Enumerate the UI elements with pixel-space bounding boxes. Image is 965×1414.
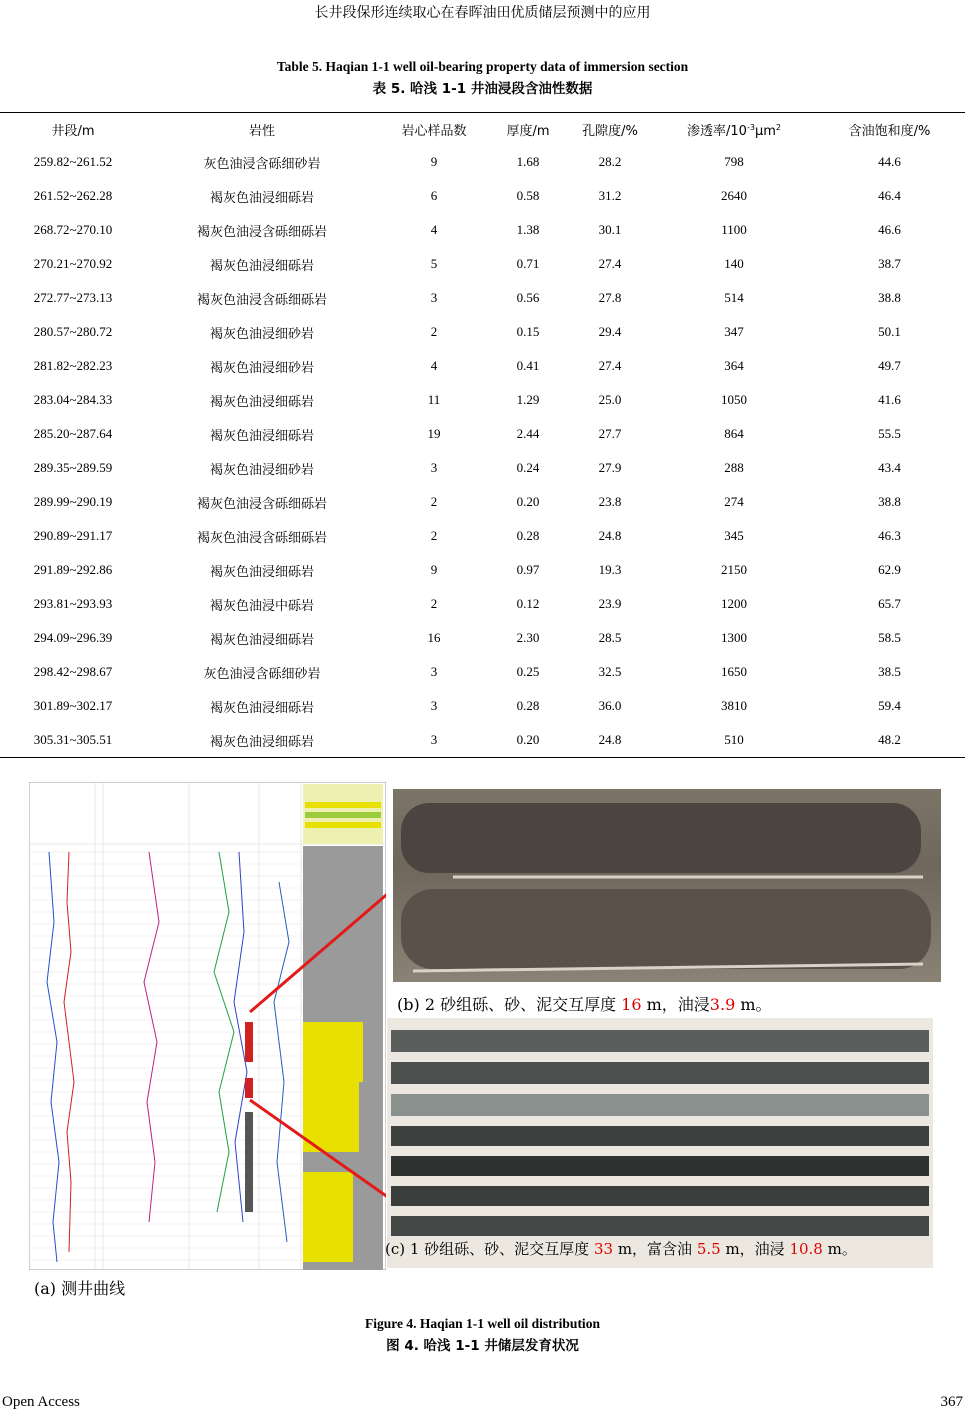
header-lithology: 岩性: [248, 123, 275, 139]
caption-b: (b) 2 砂组砾、砂、泥交互厚度 16 m，油浸3.9 m。: [397, 995, 772, 1014]
cell-oil-saturation: 46.6: [878, 222, 901, 237]
cell-thickness: 1.68: [516, 154, 540, 169]
cell-sample-count: 5: [430, 256, 438, 271]
cell-interval: 289.35~289.59: [33, 460, 113, 475]
cell-permeability: 864: [724, 426, 744, 441]
table-header-row: [0, 113, 965, 145]
cell-lithology: 褐灰色油浸含砾细砾岩: [196, 496, 327, 512]
cell-permeability: 3810: [721, 698, 747, 713]
cell-interval: 268.72~270.10: [33, 222, 113, 237]
cell-thickness: 0.28: [516, 528, 540, 543]
header-thickness: 厚度/m: [506, 123, 550, 139]
table-row: [0, 587, 965, 621]
cell-interval: 270.21~270.92: [33, 256, 113, 271]
figure-4: [25, 778, 943, 1298]
cell-oil-saturation: 46.4: [878, 188, 901, 203]
table-row: [0, 553, 965, 587]
cell-oil-saturation: 62.9: [878, 562, 901, 577]
table-row: [0, 349, 965, 383]
cell-sample-count: 3: [430, 664, 438, 679]
table-row: [0, 723, 965, 757]
cell-sample-count: 4: [430, 358, 438, 373]
cell-interval: 294.09~296.39: [33, 630, 113, 645]
table-row: [0, 451, 965, 485]
cell-permeability: 798: [724, 154, 744, 169]
cell-oil-saturation: 38.5: [878, 664, 901, 679]
table-row: [0, 213, 965, 247]
table-row: [0, 383, 965, 417]
cell-interval: 281.82~282.23: [33, 358, 113, 373]
cell-porosity: 27.4: [598, 256, 622, 271]
cell-thickness: 2.44: [516, 426, 540, 441]
header-oil-saturation: 含油饱和度/%: [848, 123, 931, 139]
table-caption-zh: 表 5. 哈浅 1-1 井油浸段含油性数据: [372, 81, 593, 97]
cell-thickness: 0.58: [516, 188, 540, 203]
cell-lithology: 褐灰色油浸含砾细砾岩: [196, 530, 327, 546]
cell-porosity: 23.8: [598, 494, 622, 509]
cell-lithology: 褐灰色油浸中砾岩: [209, 598, 314, 614]
cell-thickness: 0.56: [516, 290, 540, 305]
cell-permeability: 2150: [721, 562, 747, 577]
core-photo-c: [387, 1018, 933, 1268]
cell-oil-saturation: 41.6: [878, 392, 901, 407]
cell-sample-count: 9: [430, 154, 438, 169]
cell-sample-count: 3: [430, 732, 438, 747]
cell-permeability: 274: [724, 494, 744, 509]
cell-permeability: 140: [724, 256, 744, 271]
cell-thickness: 1.29: [516, 392, 540, 407]
cell-oil-saturation: 55.5: [878, 426, 901, 441]
cell-sample-count: 3: [430, 698, 438, 713]
caption-a: (a) 测井曲线: [34, 1279, 126, 1298]
cell-oil-saturation: 44.6: [878, 154, 901, 169]
table-row: [0, 247, 965, 281]
cell-lithology: 灰色油浸含砾细砂岩: [203, 666, 321, 682]
cell-lithology: 褐灰色油浸细砾岩: [209, 564, 314, 580]
cell-thickness: 0.97: [516, 562, 540, 577]
cell-permeability: 1300: [721, 630, 747, 645]
caption-c: (c) 1 砂组砾、砂、泥交互厚度 33 m，富含油 5.5 m，油浸 10.8 m。: [385, 1240, 857, 1258]
well-log-panel: [29, 782, 386, 1270]
cell-porosity: 27.7: [598, 426, 622, 441]
header-porosity: 孔隙度/%: [582, 123, 638, 139]
table-row: [0, 145, 965, 179]
cell-porosity: 23.9: [598, 596, 622, 611]
table-bottom-rule: [0, 757, 965, 758]
cell-sample-count: 9: [430, 562, 438, 577]
cell-interval: 283.04~284.33: [33, 392, 113, 407]
cell-sample-count: 16: [427, 630, 441, 645]
cell-thickness: 2.30: [516, 630, 540, 645]
cell-interval: 290.89~291.17: [33, 528, 113, 543]
cell-porosity: 24.8: [598, 732, 622, 747]
cell-interval: 291.89~292.86: [33, 562, 113, 577]
page-number: 367: [940, 1394, 963, 1410]
cell-porosity: 32.5: [598, 664, 622, 679]
cell-sample-count: 2: [430, 596, 438, 611]
table-row: [0, 417, 965, 451]
cell-lithology: 褐灰色油浸细砾岩: [209, 700, 314, 716]
cell-thickness: 1.38: [516, 222, 540, 237]
cell-porosity: 29.4: [598, 324, 622, 339]
cell-lithology: 褐灰色油浸细砾岩: [209, 190, 314, 206]
cell-thickness: 0.28: [516, 698, 540, 713]
cell-oil-saturation: 65.7: [878, 596, 901, 611]
figure-caption-en: Figure 4. Haqian 1-1 well oil distribution: [365, 1316, 600, 1331]
cell-sample-count: 3: [430, 290, 438, 305]
header-interval: 井段/m: [51, 123, 95, 139]
cell-thickness: 0.25: [516, 664, 540, 679]
footer-open-access: Open Access: [2, 1394, 80, 1410]
cell-sample-count: 2: [430, 324, 438, 339]
cell-interval: 305.31~305.51: [33, 732, 113, 747]
cell-thickness: 0.20: [516, 494, 540, 509]
header-permeability: 渗透率$/10^{-3}\mu m^2$: [687, 122, 781, 139]
cell-interval: 301.89~302.17: [33, 698, 113, 713]
table-row: [0, 655, 965, 689]
cell-oil-saturation: 48.2: [878, 732, 901, 747]
cell-porosity: 28.5: [598, 630, 622, 645]
cell-thickness: 0.12: [516, 596, 540, 611]
cell-sample-count: 3: [430, 460, 438, 475]
cell-interval: 285.20~287.64: [33, 426, 113, 441]
cell-sample-count: 19: [427, 426, 441, 441]
cell-interval: 259.82~261.52: [33, 154, 113, 169]
cell-permeability: 345: [724, 528, 744, 543]
header-sample-count: 岩心样品数: [401, 123, 467, 139]
cell-thickness: 0.15: [516, 324, 540, 339]
cell-interval: 272.77~273.13: [33, 290, 113, 305]
cell-oil-saturation: 38.8: [878, 290, 901, 305]
cell-porosity: 30.1: [598, 222, 622, 237]
cell-oil-saturation: 38.7: [878, 256, 901, 271]
cell-permeability: 364: [724, 358, 744, 373]
cell-oil-saturation: 59.4: [878, 698, 901, 713]
cell-interval: 261.52~262.28: [33, 188, 113, 203]
cell-permeability: 510: [724, 732, 744, 747]
cell-lithology: 褐灰色油浸细砾岩: [209, 394, 314, 410]
cell-thickness: 0.24: [516, 460, 540, 475]
cell-permeability: 1100: [721, 222, 747, 237]
oil-property-table: [0, 113, 965, 757]
cell-interval: 298.42~298.67: [33, 664, 113, 679]
cell-porosity: 19.3: [598, 562, 622, 577]
cell-permeability: 1050: [721, 392, 747, 407]
cell-permeability: 288: [724, 460, 744, 475]
core-photo-b: [393, 789, 941, 982]
table-row: [0, 689, 965, 723]
cell-interval: 289.99~290.19: [33, 494, 113, 509]
cell-porosity: 27.9: [598, 460, 622, 475]
cell-lithology: 褐灰色油浸细砂岩: [209, 462, 314, 478]
cell-porosity: 27.8: [598, 290, 622, 305]
cell-lithology: 褐灰色油浸含砾细砾岩: [196, 292, 327, 308]
cell-porosity: 31.2: [598, 188, 622, 203]
cell-oil-saturation: 38.8: [878, 494, 901, 509]
table-row: [0, 485, 965, 519]
cell-thickness: 0.20: [516, 732, 540, 747]
cell-permeability: 2640: [721, 188, 747, 203]
cell-lithology: 褐灰色油浸细砾岩: [209, 258, 314, 274]
table-row: [0, 281, 965, 315]
cell-lithology: 褐灰色油浸含砾细砾岩: [196, 224, 327, 240]
figure-caption-zh: 图 4. 哈浅 1-1 井储层发育状况: [386, 1338, 579, 1354]
cell-permeability: 1650: [721, 664, 747, 679]
cell-thickness: 0.41: [516, 358, 540, 373]
cell-oil-saturation: 50.1: [878, 324, 901, 339]
cell-porosity: 28.2: [598, 154, 622, 169]
cell-porosity: 36.0: [598, 698, 622, 713]
cell-porosity: 25.0: [598, 392, 622, 407]
cell-interval: 280.57~280.72: [33, 324, 113, 339]
cell-lithology: 褐灰色油浸细砂岩: [209, 360, 314, 376]
table-row: [0, 179, 965, 213]
cell-thickness: 0.71: [516, 256, 540, 271]
cell-lithology: 褐灰色油浸细砾岩: [209, 632, 314, 648]
cell-oil-saturation: 43.4: [878, 460, 901, 475]
cell-lithology: 褐灰色油浸细砾岩: [209, 734, 314, 750]
cell-permeability: 514: [724, 290, 744, 305]
cell-sample-count: 2: [430, 528, 438, 543]
cell-permeability: 1200: [721, 596, 747, 611]
cell-lithology: 褐灰色油浸细砂岩: [209, 326, 314, 342]
cell-interval: 293.81~293.93: [33, 596, 113, 611]
running-head: 长井段保形连续取心在春晖油田优质储层预测中的应用: [314, 5, 651, 21]
cell-oil-saturation: 49.7: [878, 358, 901, 373]
cell-oil-saturation: 58.5: [878, 630, 901, 645]
cell-permeability: 347: [724, 324, 744, 339]
cell-porosity: 27.4: [598, 358, 622, 373]
table-caption-en: Table 5. Haqian 1-1 well oil-bearing property data of immersion section: [276, 59, 689, 74]
cell-sample-count: 2: [430, 494, 438, 509]
cell-lithology: 灰色油浸含砾细砂岩: [203, 156, 321, 172]
cell-porosity: 24.8: [598, 528, 622, 543]
cell-sample-count: 6: [430, 188, 438, 203]
cell-oil-saturation: 46.3: [878, 528, 901, 543]
table-row: [0, 315, 965, 349]
cell-lithology: 褐灰色油浸细砾岩: [209, 428, 314, 444]
cell-sample-count: 11: [427, 392, 441, 407]
table-row: [0, 621, 965, 655]
cell-sample-count: 4: [430, 222, 438, 237]
table-row: [0, 519, 965, 553]
